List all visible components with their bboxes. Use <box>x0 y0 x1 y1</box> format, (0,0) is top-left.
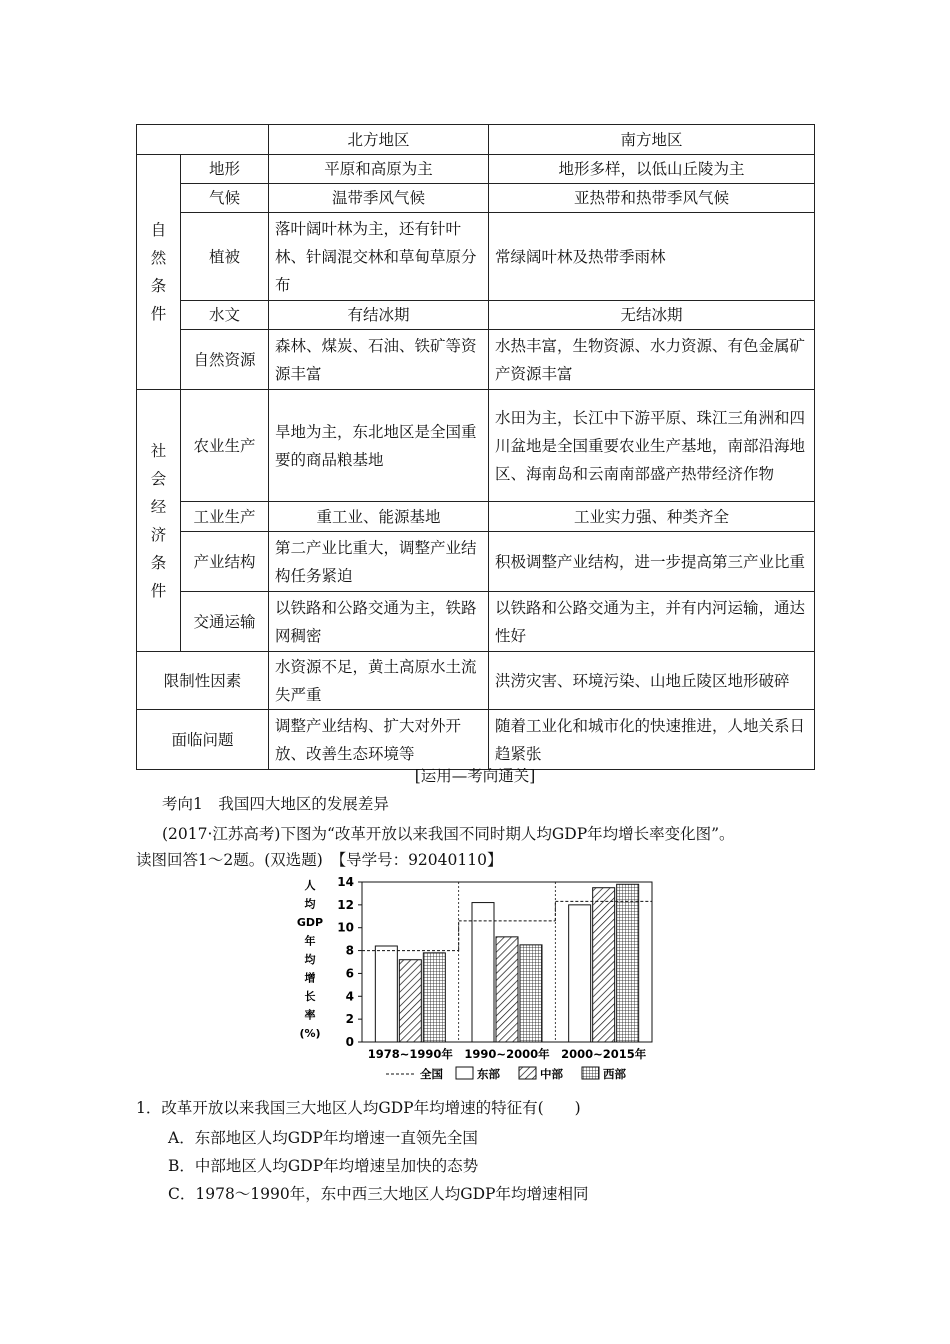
x-tick-label: 2000~2015年 <box>561 1047 647 1061</box>
south-cell: 水田为主，长江中下游平原、珠江三角洲和四川盆地是全国重要农业生产基地，南部沿海地区、海南岛和云南南部盛产热带经济作物 <box>489 390 815 502</box>
option-a: A．东部地区人均GDP年均增速一直领先全国 <box>168 1129 478 1147</box>
bar-中部 <box>593 888 615 1042</box>
row-item-label: 气候 <box>181 184 269 213</box>
x-axis-labels <box>368 1047 647 1061</box>
north-cell: 调整产业结构、扩大对外开放、改善生态环境等 <box>269 710 489 770</box>
table-row <box>137 213 815 301</box>
row-item-label: 农业生产 <box>181 390 269 502</box>
table-row <box>137 652 815 710</box>
section-title: 考向1 我国四大地区的发展差异 <box>162 795 389 813</box>
table-row <box>137 532 815 592</box>
row-item-label: 面临问题 <box>137 710 269 770</box>
north-cell: 落叶阔叶林为主，还有针叶林、针阔混交林和草甸草原分布 <box>269 213 489 301</box>
table-row <box>137 710 815 770</box>
south-cell: 亚热带和热带季风气候 <box>489 184 815 213</box>
north-cell: 第二产业比重大，调整产业结构任务紧迫 <box>269 532 489 592</box>
y-axis-label-char: 率 <box>304 1008 316 1022</box>
y-tick-label: 12 <box>337 897 354 912</box>
north-south-comparison-table <box>136 124 815 770</box>
south-cell: 积极调整产业结构，进一步提高第三产业比重 <box>489 532 815 592</box>
x-tick-label: 1978~1990年 <box>367 1047 453 1061</box>
table-row <box>137 390 815 502</box>
north-cell: 温带季风气候 <box>269 184 489 213</box>
y-tick-label: 6 <box>345 966 354 981</box>
group-label-society: 社 会 经 济 条 件 <box>137 390 181 652</box>
legend <box>386 1067 626 1081</box>
bar-东部 <box>569 905 591 1042</box>
table-row <box>137 330 815 390</box>
south-cell: 无结冰期 <box>489 301 815 330</box>
row-item-label: 地形 <box>181 155 269 184</box>
row-item-label: 自然资源 <box>181 330 269 390</box>
row-item-label: 限制性因素 <box>137 652 269 710</box>
y-tick-label: 14 <box>337 875 354 889</box>
y-tick-label: 4 <box>345 989 354 1004</box>
y-tick-label: 2 <box>345 1012 354 1027</box>
row-item-label: 交通运输 <box>181 592 269 652</box>
table-row <box>137 502 815 532</box>
y-axis-label-char: 均 <box>304 897 316 911</box>
x-tick-label: 1990~2000年 <box>464 1047 550 1061</box>
intro-line-2: 读图回答1～2题。(双选题) 【导学号：92040110】 <box>136 851 503 869</box>
gdp-growth-chart <box>286 872 666 1094</box>
bar-中部 <box>399 960 421 1042</box>
table-row <box>137 155 815 184</box>
row-item-label: 植被 <box>181 213 269 301</box>
bar-西部 <box>617 884 639 1042</box>
y-axis-label <box>297 879 323 1040</box>
option-b: B．中部地区人均GDP年均增速呈加快的态势 <box>168 1157 479 1175</box>
section-caption: [运用—考向通关] <box>414 767 536 785</box>
y-axis-label-char: 增 <box>304 971 316 985</box>
header-north: 北方地区 <box>269 125 489 155</box>
legend-label: 西部 <box>603 1067 626 1081</box>
north-cell: 森林、煤炭、石油、铁矿等资源丰富 <box>269 330 489 390</box>
south-cell: 常绿阔叶林及热带季雨林 <box>489 213 815 301</box>
header-south: 南方地区 <box>489 125 815 155</box>
south-cell: 洪涝灾害、环境污染、山地丘陵区地形破碎 <box>489 652 815 710</box>
y-tick-label: 10 <box>337 920 354 935</box>
option-c: C．1978～1990年，东中西三大地区人均GDP年均增速相同 <box>168 1185 589 1203</box>
group-label-nature: 自 然 条 件 <box>137 155 181 390</box>
legend-label: 东部 <box>477 1067 500 1081</box>
north-cell: 有结冰期 <box>269 301 489 330</box>
table-header-row <box>137 125 815 155</box>
y-axis-label-char: (%) <box>299 1027 321 1040</box>
y-tick-label: 0 <box>345 1035 354 1049</box>
south-cell: 地形多样，以低山丘陵为主 <box>489 155 815 184</box>
intro-line-1: (2017·江苏高考)下图为“改革开放以来我国不同时期人均GDP年均增长率变化图”。 <box>162 825 735 843</box>
table-row <box>137 301 815 330</box>
bar-中部 <box>496 937 518 1042</box>
y-axis-label-char: 均 <box>304 953 316 966</box>
y-axis-label-char: 年 <box>304 934 316 948</box>
legend-label: 全国 <box>420 1067 443 1081</box>
table-row <box>137 592 815 652</box>
header-empty-cell <box>137 125 269 155</box>
north-cell: 重工业、能源基地 <box>269 502 489 532</box>
south-cell: 水热丰富，生物资源、水力资源、有色金属矿产资源丰富 <box>489 330 815 390</box>
row-item-label: 工业生产 <box>181 502 269 532</box>
question-stem: 1．改革开放以来我国三大地区人均GDP年均增速的特征有( ) <box>136 1099 581 1117</box>
north-cell: 旱地为主，东北地区是全国重要的商品粮基地 <box>269 390 489 502</box>
north-cell: 平原和高原为主 <box>269 155 489 184</box>
bar-东部 <box>375 946 397 1042</box>
north-cell: 以铁路和公路交通为主，铁路网稠密 <box>269 592 489 652</box>
bar-西部 <box>520 945 542 1042</box>
y-axis-label-char: 长 <box>304 990 316 1003</box>
bars <box>375 882 638 1042</box>
legend-label: 中部 <box>540 1067 563 1081</box>
legend-swatch <box>519 1067 536 1079</box>
y-axis-label-char: 人 <box>304 879 316 892</box>
south-cell: 随着工业化和城市化的快速推进，人地关系日趋紧张 <box>489 710 815 770</box>
legend-swatch <box>456 1067 473 1079</box>
y-axis-ticks <box>337 875 362 1049</box>
bar-东部 <box>472 903 494 1042</box>
table-row <box>137 184 815 213</box>
y-tick-label: 8 <box>345 943 354 958</box>
north-cell: 水资源不足，黄土高原水土流失严重 <box>269 652 489 710</box>
row-item-label: 产业结构 <box>181 532 269 592</box>
bar-西部 <box>423 953 445 1042</box>
south-cell: 以铁路和公路交通为主，并有内河运输，通达性好 <box>489 592 815 652</box>
south-cell: 工业实力强、种类齐全 <box>489 502 815 532</box>
y-axis-label-char: GDP <box>296 916 324 929</box>
legend-swatch <box>582 1067 599 1079</box>
row-item-label: 水文 <box>181 301 269 330</box>
